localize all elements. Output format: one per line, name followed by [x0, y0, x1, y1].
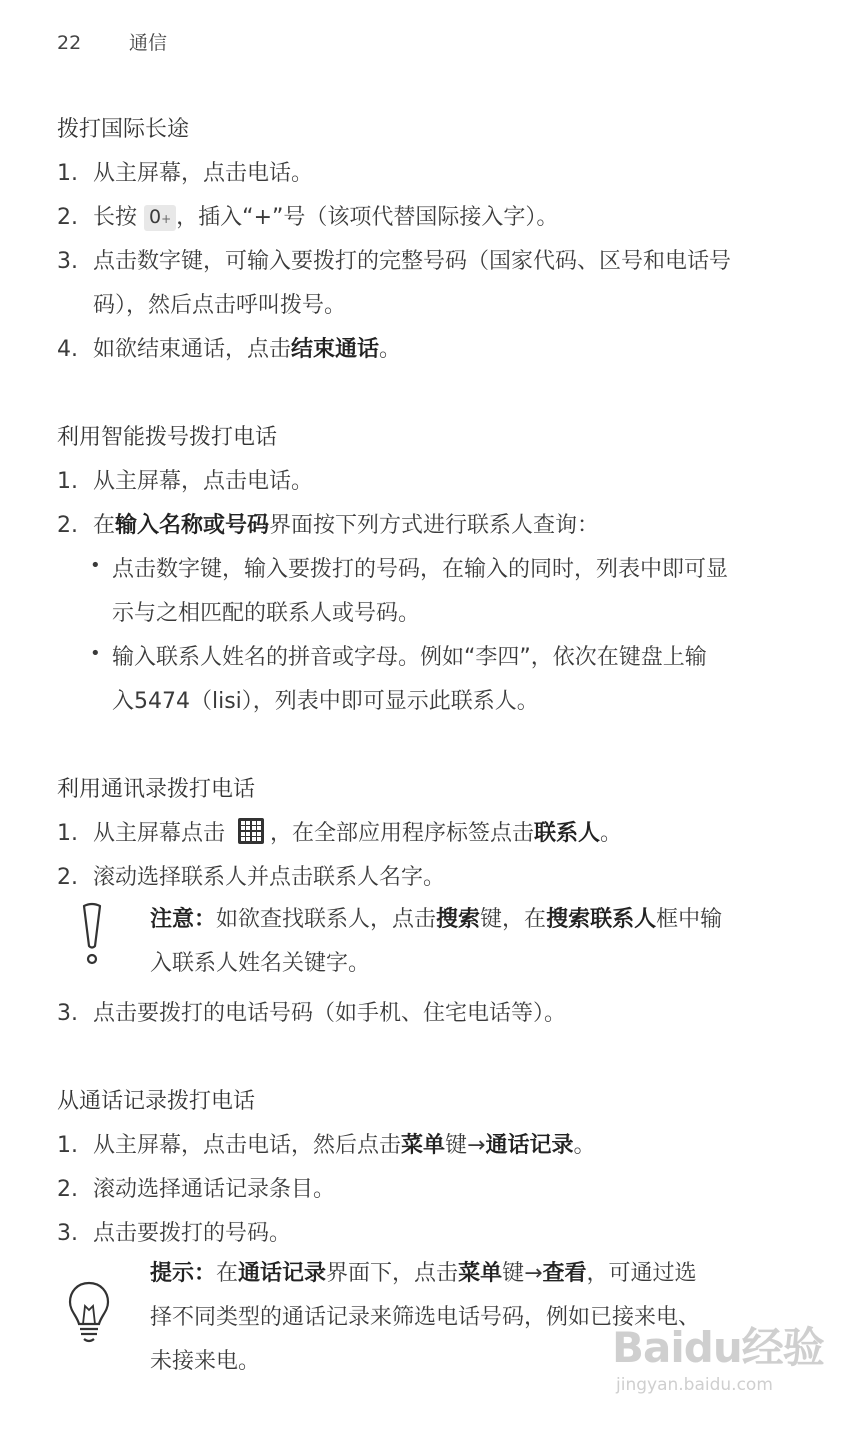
step-number: 2. [57, 1177, 78, 1202]
bullet-1: 点击数字键，输入要拨打的号码，在输入的同时，列表中即可显 [112, 557, 729, 582]
step-number: 1. [57, 469, 78, 494]
bold-term: 输入名称或号码 [115, 513, 270, 538]
step-1 [57, 156, 313, 187]
step-number: 3. [57, 1001, 78, 1026]
bold-term: 结束通话 [291, 337, 380, 362]
section-title-contacts: 利用通讯录拨打电话 [57, 777, 256, 802]
step-number: 1. [57, 821, 78, 846]
step-2 [57, 200, 558, 231]
step-3 [57, 244, 731, 275]
tip-line-2: 择不同类型的通话记录来筛选电话号码，例如已接来电、 [150, 1305, 701, 1330]
step-number: 1. [57, 1133, 78, 1158]
baidu-watermark [612, 1315, 824, 1395]
step-3: 3. 点击要拨打的号码。 [57, 1221, 292, 1246]
step-4: 4. 如欲结束通话，点击结束通话。 [57, 337, 402, 362]
bullet-2-cont: 入5474（lisi），列表中即可显示此联系人。 [112, 689, 539, 714]
note-label: 注意： [150, 907, 217, 932]
section-title-international: 拨打国际长途 [57, 117, 190, 142]
step-number: 3. [57, 249, 78, 274]
step-text: 点击数字键，可输入要拨打的完整号码（国家代码、区号和电话号 [93, 249, 732, 274]
tip-label: 提示： [150, 1261, 217, 1286]
step-2: 2. 滚动选择通话记录条目。 [57, 1177, 336, 1202]
note-line-2: 入联系人姓名关键字。 [150, 951, 371, 976]
bullet-2: 输入联系人姓名的拼音或字母。例如“李四”，依次在键盘上输 [112, 645, 707, 670]
step-2: 2. 在输入名称或号码界面按下列方式进行联系人查询： [57, 513, 600, 538]
zero-plus-key-icon: 0+ [144, 205, 176, 231]
chapter-title: 通信 [129, 32, 168, 54]
step-3-cont: 码），然后点击呼叫拨号。 [93, 293, 347, 318]
page-number: 22 [57, 32, 82, 54]
all-apps-grid-icon [238, 818, 264, 844]
step-number: 4. [57, 337, 78, 362]
step-number: 2. [57, 513, 78, 538]
bullet-icon: • [90, 555, 101, 576]
step-number: 2. [57, 865, 78, 890]
lightbulb-tip-icon [66, 1280, 112, 1344]
note-line-1: 注意：如欲查找联系人，点击搜索键，在搜索联系人框中输 [150, 907, 723, 932]
step-text: ，插入“+”号（该项代替国际接入字）。 [176, 205, 559, 230]
section-title-call-history: 从通话记录拨打电话 [57, 1089, 256, 1114]
step-number: 2. [57, 205, 78, 230]
step-text: 从主屏幕，点击电话。 [93, 161, 314, 186]
section-title-smart-dial: 利用智能拨号拨打电话 [57, 425, 278, 450]
tip-line-3: 未接来电。 [150, 1349, 261, 1374]
tip-line-1: 提示：在通话记录界面下，点击菜单键→查看，可通过选 [150, 1261, 697, 1286]
page-header [57, 28, 167, 55]
bold-term: 联系人 [534, 821, 601, 846]
watermark-logo: Baidu经验 [612, 1323, 824, 1372]
bullet-1-cont: 示与之相匹配的联系人或号码。 [112, 601, 421, 626]
step-3: 3. 点击要拨打的电话号码（如手机、住宅电话等）。 [57, 1001, 567, 1026]
step-2: 2. 滚动选择联系人并点击联系人名字。 [57, 865, 446, 890]
step-number: 1. [57, 161, 78, 186]
bullet-icon: • [90, 643, 101, 664]
step-1: 1. 从主屏幕，点击电话。 [57, 469, 314, 494]
exclamation-note-icon [78, 902, 106, 968]
step-1: 1. 从主屏幕，点击电话，然后点击菜单键→通话记录。 [57, 1133, 596, 1158]
step-number: 3. [57, 1221, 78, 1246]
step-1: 1. 从主屏幕点击 ，在全部应用程序标签点击联系人。 [57, 816, 622, 847]
step-text: 长按 [93, 205, 138, 230]
watermark-url: jingyan.baidu.com [616, 1375, 773, 1395]
